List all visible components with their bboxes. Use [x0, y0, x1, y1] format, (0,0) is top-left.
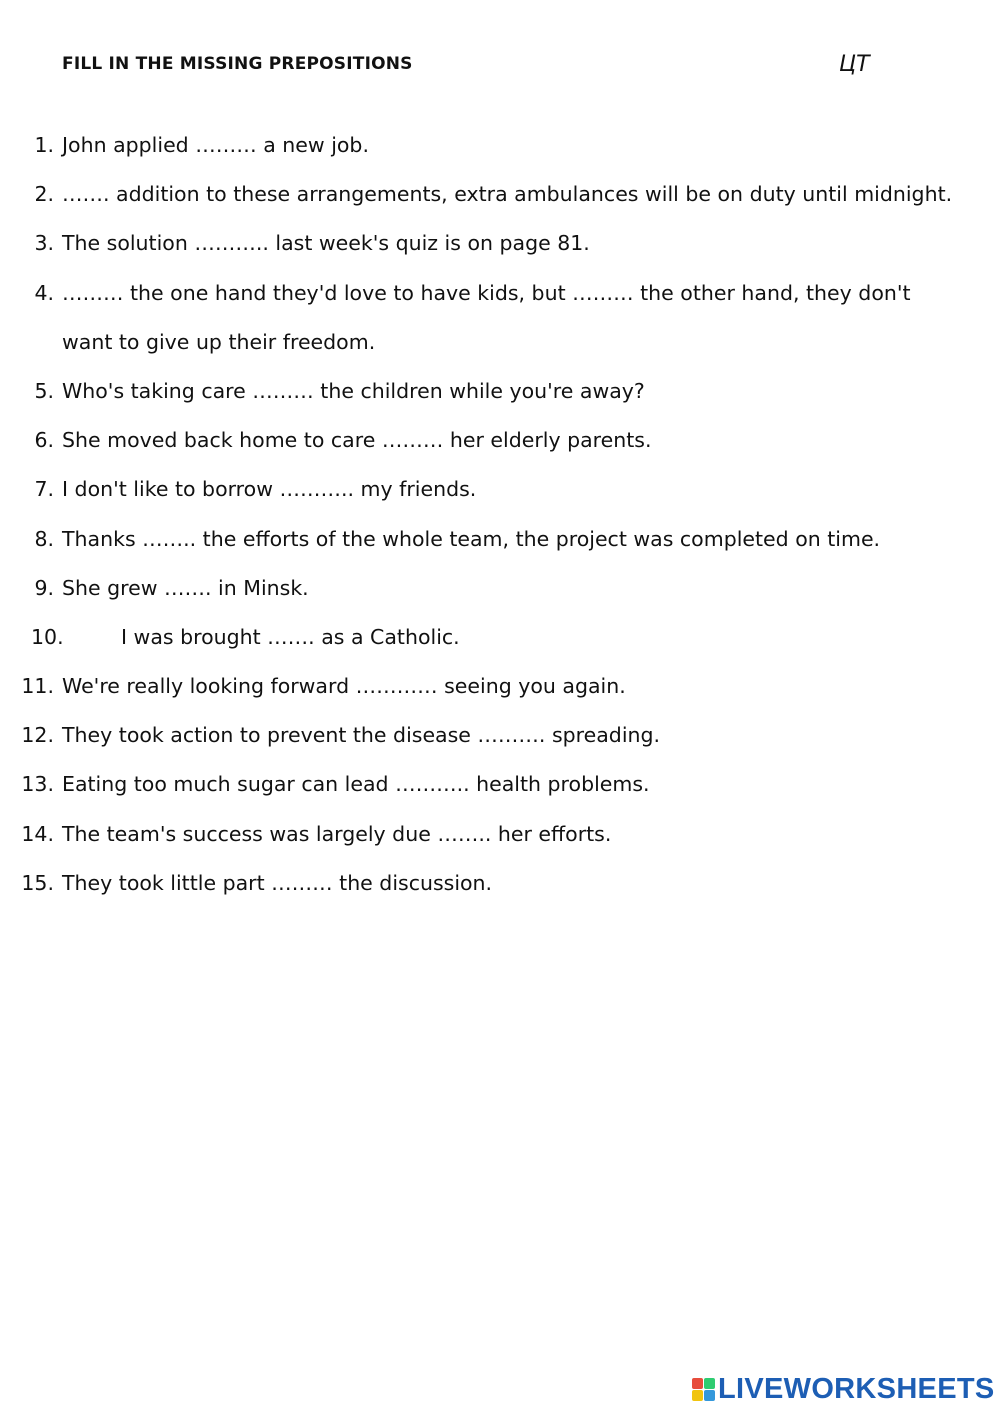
- exercise-item-12: [0, 721, 1000, 770]
- liveworksheets-logo[interactable]: [692, 1374, 995, 1404]
- item-text: Who's taking care ……… the children while you're away?: [62, 378, 645, 403]
- exercise-item-10: [0, 623, 1000, 672]
- liveworksheets-logo-icon: [692, 1378, 715, 1401]
- item-text: John applied ……… a new job.: [62, 133, 369, 157]
- exercise-item-9: [0, 574, 1000, 623]
- item-number: 13.: [21, 772, 54, 797]
- exercise-item-15: [0, 869, 1000, 918]
- item-text: Eating too much sugar can lead ……….. health problems.: [62, 772, 650, 797]
- item-text: ……. addition to these arrangements, extra ambulances will be on duty until midnight.: [62, 182, 953, 207]
- item-text: They took action to prevent the disease ………. spreading.: [62, 723, 661, 748]
- exercise-item-1: [0, 131, 1000, 180]
- item-number: 4.: [34, 280, 54, 305]
- exercise-item-14: [0, 820, 1000, 869]
- exercise-item-6: [0, 426, 1000, 475]
- item-text: The team's success was largely due …….. her efforts.: [62, 821, 612, 846]
- item-number: 6.: [34, 428, 54, 453]
- item-number: 3.: [34, 231, 54, 256]
- exercise-item-5: [0, 377, 1000, 426]
- worksheet-code: ЦТ: [839, 52, 870, 77]
- logo-square-yellow: [692, 1390, 703, 1401]
- item-number: 10.: [31, 624, 64, 649]
- logo-square-red: [692, 1378, 703, 1389]
- exercise-item-4: [0, 279, 1000, 377]
- item-number: 1.: [34, 133, 54, 157]
- item-text: She grew ……. in Minsk.: [62, 575, 309, 600]
- exercise-item-11: [0, 672, 1000, 721]
- worksheet-title: FILL IN THE MISSING PREPOSITIONS: [62, 54, 413, 74]
- item-number: 15.: [21, 870, 54, 895]
- item-text: I don't like to borrow ……….. my friends.: [62, 477, 477, 502]
- item-number: 9.: [34, 575, 54, 600]
- item-number: 14.: [21, 821, 54, 846]
- item-number: 11.: [21, 674, 54, 699]
- logo-square-blue: [704, 1390, 715, 1401]
- item-number: 12.: [21, 723, 54, 748]
- exercise-list: [0, 131, 1000, 918]
- item-text: I was brought ……. as a Catholic.: [121, 624, 460, 649]
- logo-square-green: [704, 1378, 715, 1389]
- item-text: She moved back home to care ……… her elderly parents.: [62, 428, 652, 453]
- exercise-item-2: [0, 180, 1000, 229]
- exercise-item-7: [0, 475, 1000, 524]
- item-number: 7.: [34, 477, 54, 502]
- liveworksheets-logo-text: LIVEWORKSHEETS: [718, 1372, 995, 1405]
- exercise-item-3: [0, 229, 1000, 278]
- item-text: The solution ……….. last week's quiz is on page 81.: [62, 231, 590, 256]
- exercise-item-13: [0, 770, 1000, 819]
- exercise-item-8: [0, 525, 1000, 574]
- item-number: 5.: [34, 378, 54, 403]
- item-text: ……… the one hand they'd love to have kids, but ……… the other hand, they don't: [62, 280, 911, 305]
- item-number: 8.: [34, 526, 54, 551]
- item-text-continuation: want to give up their freedom.: [62, 329, 376, 354]
- item-number: 2.: [34, 182, 54, 207]
- item-text: They took little part ……… the discussion.: [62, 870, 493, 895]
- item-text: Thanks …….. the efforts of the whole team, the project was completed on time.: [62, 526, 881, 551]
- item-text: We're really looking forward ………… seeing you again.: [62, 674, 626, 699]
